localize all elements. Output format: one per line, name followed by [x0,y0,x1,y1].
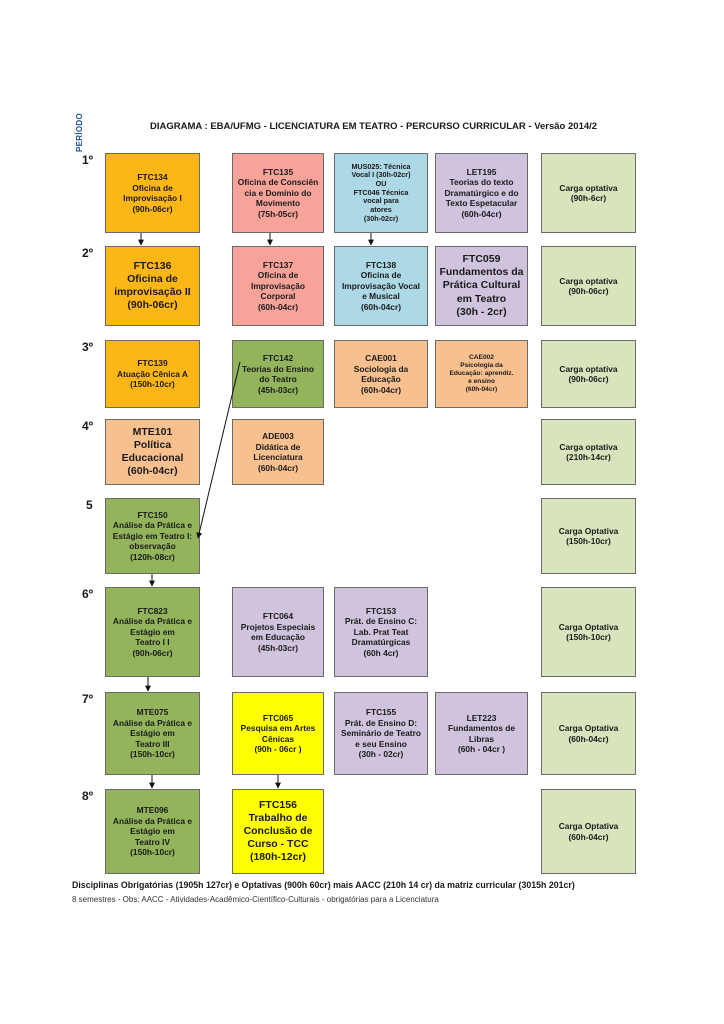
course-cae001: CAE001 Sociologia da Educação (60h-04cr) [334,340,428,408]
footer-summary: Disciplinas Obrigatórias (1905h 127cr) e Optativas (900h 60cr) mais AACC (210h 14 cr) da matriz curricular (3015h 201cr) [72,880,575,890]
course-ftc136: FTC136 Oficina de improvisação II (90h-06cr) [105,246,200,326]
course-ftc137: FTC137 Oficina de Improvisação Corporal (60h-04cr) [232,246,324,326]
optional-load-5: Carga Optativa (150h-10cr) [541,498,636,574]
period-3: 3º [82,340,94,354]
course-ftc059: FTC059 Fundamentos da Prática Cultural em Teatro (30h - 2cr) [435,246,528,326]
optional-load-7: Carga Optativa (60h-04cr) [541,692,636,775]
course-ftc156: FTC156 Trabalho de Conclusão de Curso - TCC (180h-12cr) [232,789,324,874]
course-mte096: MTE096 Análise da Prática e Estágio em Teatro IV (150h-10cr) [105,789,200,874]
course-ftc155: FTC155 Prát. de Ensino D: Seminário de Teatro e seu Ensino (30h - 02cr) [334,692,428,775]
period-7: 7º [82,692,94,706]
course-let195: LET195 Teorias do texto Dramatúrgico e do Texto Espetacular (60h-04cr) [435,153,528,233]
diagram-title: DIAGRAMA : EBA/UFMG - LICENCIATURA EM TEATRO - PERCURSO CURRICULAR - Versão 2014/2 [150,121,598,132]
optional-load-4: Carga optativa (210h-14cr) [541,419,636,485]
course-ftc142: FTC142 Teorias do Ensino do Teatro (45h-03cr) [232,340,324,408]
course-ade003: ADE003 Didática de Licenciatura (60h-04cr) [232,419,324,485]
periodo-label-text: PERÍODO [75,113,84,152]
course-ftc823: FTC823 Análise da Prática e Estágio em Teatro I I (90h-06cr) [105,587,200,677]
period-4: 4º [82,419,94,433]
arrow-ftc142-ftc150 [198,362,240,538]
course-ftc139: FTC139 Atuação Cênica A (150h-10cr) [105,340,200,408]
optional-load-1: Carga optativa (90h-6cr) [541,153,636,233]
course-ftc150: FTC150 Análise da Prática e Estágio em Teatro I: observação (120h-08cr) [105,498,200,574]
optional-load-2: Carga optativa (90h-06cr) [541,246,636,326]
course-ftc065: FTC065 Pesquisa em Artes Cênicas (90h - 06cr ) [232,692,324,775]
course-let223: LET223 Fundamentos de Libras (60h - 04cr ) [435,692,528,775]
course-mte101: MTE101 Política Educacional (60h-04cr) [105,419,200,485]
course-ftc138: FTC138 Oficina de Improvisação Vocal e Musical (60h-04cr) [334,246,428,326]
course-ftc153: FTC153 Prát. de Ensino C: Lab. Prat Teat Dramatúrgicas (60h 4cr) [334,587,428,677]
optional-load-8: Carga Optativa (60h-04cr) [541,789,636,874]
course-ftc135: FTC135 Oficina de Consciên cia e Domínio do Movimento (75h-05cr) [232,153,324,233]
course-ftc064: FTC064 Projetos Especiais em Educação (45h-03cr) [232,587,324,677]
footer-note: 8 semestres - Obs: AACC - Atividades-Acadêmico-Científico-Culturais - obrigatórias para a Licenciatura [72,895,439,904]
course-ftc134: FTC134 Oficina de Improvisação I (90h-06cr) [105,153,200,233]
optional-load-3: Carga optativa (90h-06cr) [541,340,636,408]
period-1: 1º [82,153,94,167]
course-mus025-ftc046: MUS025: Técnica Vocal I (30h-02cr) OU FTC046 Técnica vocal para atores (30h-02cr) [334,153,428,233]
period-5: 5 [86,498,93,512]
period-8: 8º [82,789,94,803]
period-6: 6º [82,587,94,601]
optional-load-6: Carga Optativa (150h-10cr) [541,587,636,677]
course-mte075: MTE075 Análise da Prática e Estágio em Teatro III (150h-10cr) [105,692,200,775]
course-cae002: CAE002 Psicologia da Educação: aprendiz. e ensino (60h-04cr) [435,340,528,408]
period-2: 2º [82,246,94,260]
